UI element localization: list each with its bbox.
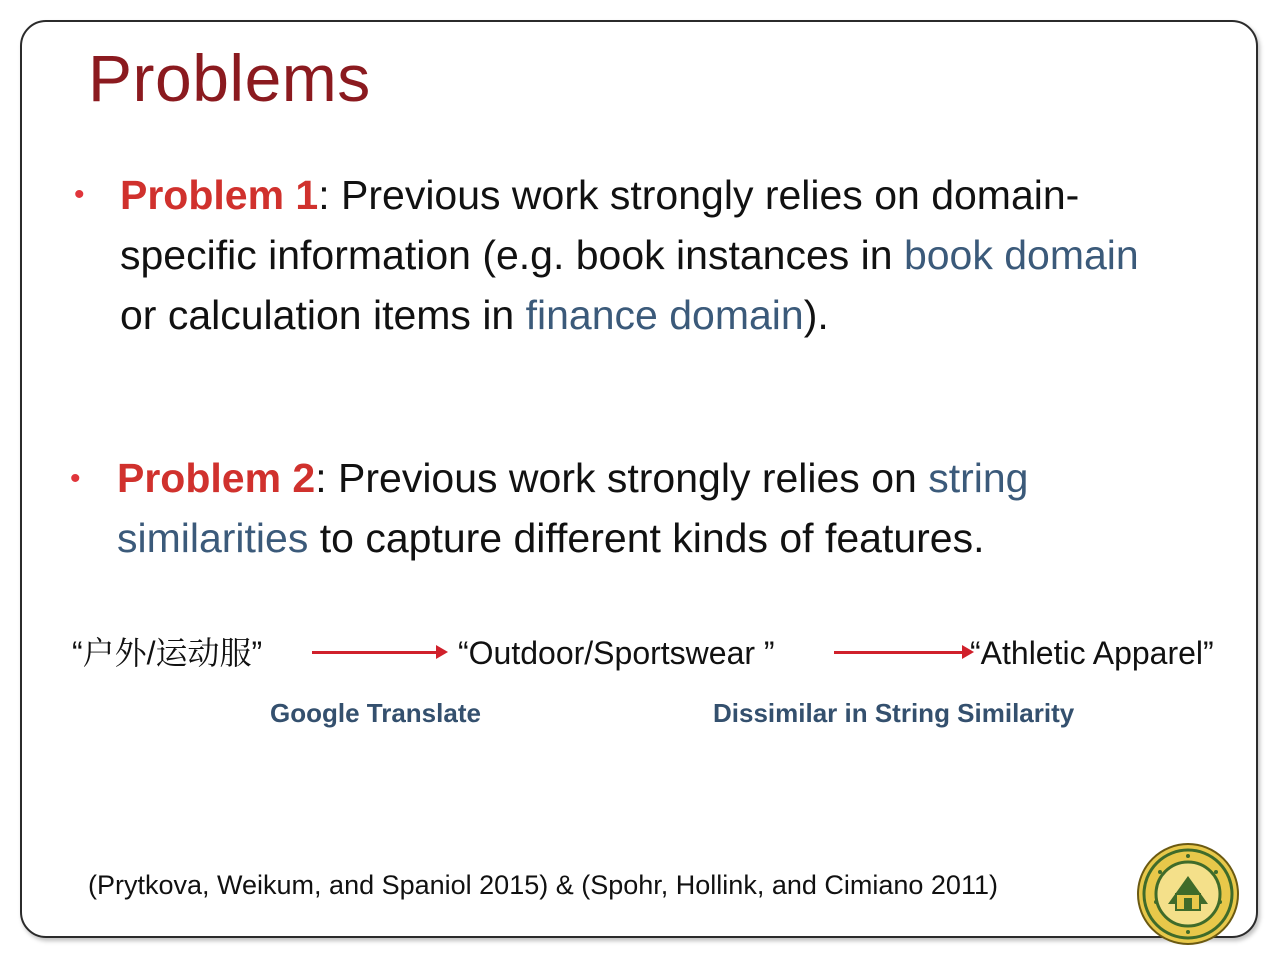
problem-1-line-2 (120, 225, 1139, 285)
problem-2-label: Problem 2 (117, 455, 316, 501)
arrow-dissimilar (834, 651, 970, 654)
problem-2-line-2-text: to capture different kinds of features. (308, 515, 985, 561)
problem-1-text (120, 165, 1139, 345)
term-target: “Athletic Apparel” (970, 635, 1214, 671)
caption-dissimilar: Dissimilar in String Similarity (713, 698, 1075, 728)
problem-2-line-1-text: : Previous work strongly relies on (315, 455, 929, 501)
problem-2-line-2 (117, 508, 1028, 568)
string-highlight: string (928, 455, 1029, 501)
university-seal-icon (1136, 842, 1240, 946)
problem-1-line-1 (120, 165, 1139, 225)
bullet-problem-1: • (74, 178, 85, 211)
problem-1-line-1-text: : Previous work strongly relies on domain- (318, 172, 1080, 218)
bullet-problem-2: • (70, 462, 81, 495)
problem-1-line-3-end: ). (803, 292, 829, 338)
slide-title: Problems (88, 41, 371, 115)
term-translated: “Outdoor/Sportswear ” (458, 635, 775, 671)
arrow-head-icon (436, 645, 448, 659)
caption-google-translate: Google Translate (270, 698, 481, 728)
arrow-translate (312, 651, 444, 654)
finance-domain-highlight: finance domain (525, 292, 804, 338)
term-source-chinese: “户外/运动服” (72, 635, 263, 671)
citation: (Prytkova, Weikum, and Spaniol 2015) & (Spohr, Hollink, and Cimiano 2011) (88, 870, 998, 900)
problem-1-line-2-text: specific information (e.g. book instances in (120, 232, 904, 278)
book-domain-highlight: book domain (903, 232, 1139, 278)
problem-1-line-3 (120, 285, 1139, 345)
problem-2-line-1 (117, 448, 1028, 508)
problem-1-label: Problem 1 (120, 172, 319, 218)
similarities-highlight: similarities (117, 515, 309, 561)
problem-2-text (117, 448, 1028, 568)
problem-1-line-3-text: or calculation items in (120, 292, 526, 338)
